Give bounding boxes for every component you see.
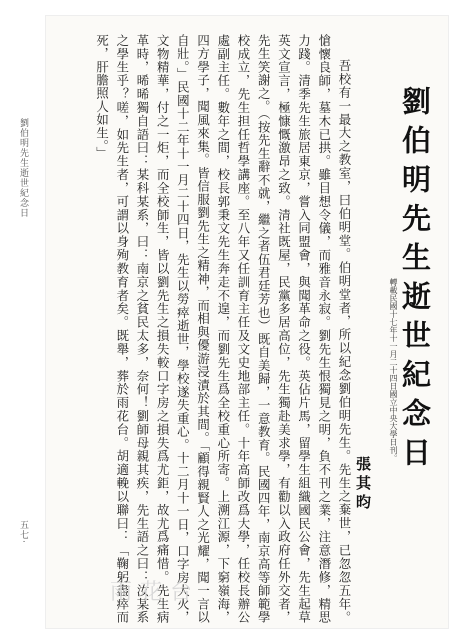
watermark: 雨花台 xyxy=(110,580,201,605)
source-note: 轉載民國十七年十一月二十四日國立中央大學日刊。 xyxy=(389,278,398,462)
document-page xyxy=(45,15,449,629)
article-title: 劉伯明先生逝世紀念日 xyxy=(398,86,432,476)
page-number: 五七· xyxy=(18,520,28,544)
author-name: 張其昀 xyxy=(354,456,372,513)
article-paragraph: 吾校有一最大之教室，曰伯明堂。伯明堂者，所以紀念劉伯明先生。先生之棄世，已忽忽五年。愴懷良師，墓木已拱。雖目想令儀，而雅音永寂。劉先生恨獨見之明，負不刊之業，注意潛修，精思力踐。清季先生旅居東京，嘗入同盟會，與聞革命之役。英佔片馬，留學生組織國民公會，先生起草英文宣言，極慷慨激昂之致。清社既屋，民黨多居高位，先生獨赴美求學，有勸以入政府任外交者，先生笑謝之。（按先生辭不就，繼之者伍君廷芳也）既自美歸，一意教育。民國四年，南京高等師範學校成立，先生担任哲學講座。至八年又任訓育主任及文史地部主任。十年高師改爲大學，任校長辦公處副主任。數年之間，校長郭秉文先生奔走不遑，而劉先生爲全校重心所寄。上溯江源，下窮嶺海，四方學子，聞風來集。皆信服劉先生之精神，而相與優游浸漬於其間。「顧得親賢人之光耀，聞一言以自壯。」民國十二年十一月二十四日，先生以勞瘁逝世，學校遂失重心。十二月十一日，口字房大火，文物精華，付之一炬，而全校師生，皆以劉先生之損失較口字房之損失爲尤鉅，故尤爲痛惜。先生病革時，晞晞獨自語曰：某科某系，曰：南京之貧民太多，奈何！劉師母親其疾，先生語之曰：汝某系之學生乎？嗟，如先生者，可謂以身殉教育者矣。既舉，葬於雨花台。胡適輓以聯曰：「鞠躬盡瘁而死，肝膽照人如生。」 xyxy=(94,34,352,624)
article-body xyxy=(45,34,354,624)
side-running-title: 劉伯明先生逝世紀念日 xyxy=(18,118,28,218)
